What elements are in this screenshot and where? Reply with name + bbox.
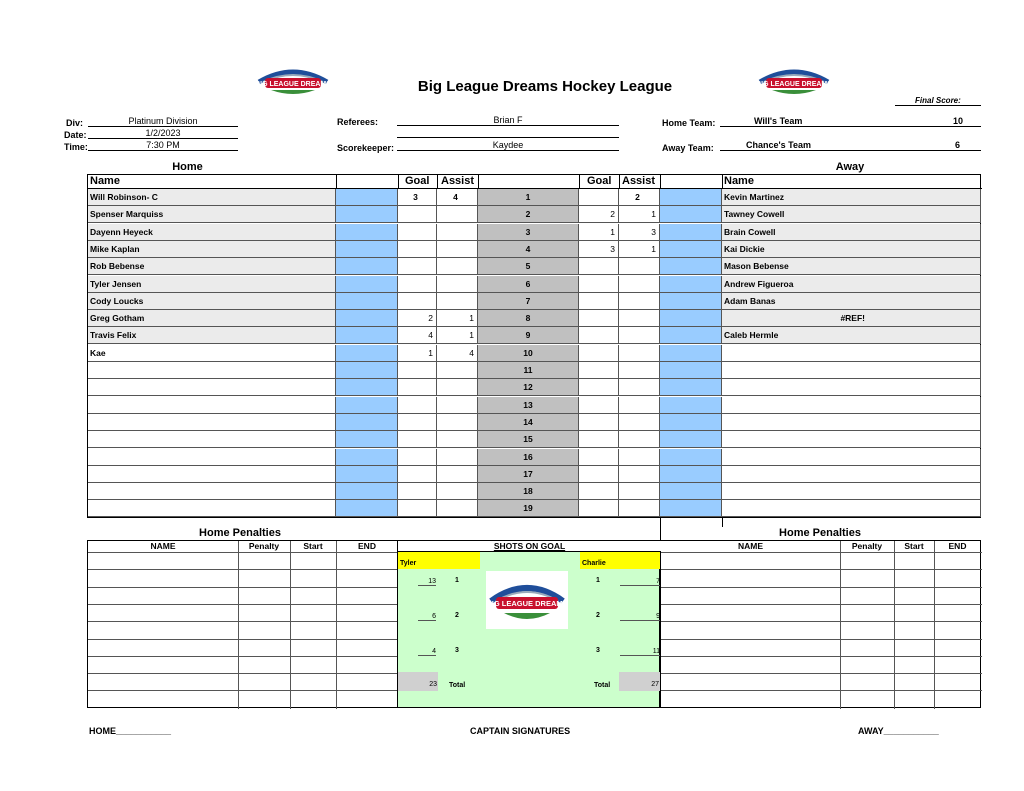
jersey-input-cell[interactable]	[660, 276, 722, 293]
away-team-value: Chance's Team	[746, 140, 811, 150]
stat-cell[interactable]: 2	[579, 206, 619, 223]
stat-cell[interactable]	[437, 224, 478, 241]
penalty-row[interactable]	[88, 656, 399, 673]
stat-cell[interactable]	[398, 276, 437, 293]
away-signature[interactable]: AWAY___________	[858, 726, 939, 736]
referees-second-line	[397, 137, 619, 138]
player-name-cell[interactable]	[722, 379, 981, 396]
stat-cell[interactable]	[437, 414, 478, 431]
jersey-number-cell: 15	[478, 431, 579, 448]
jersey-input-cell[interactable]	[660, 466, 722, 483]
player-name-cell[interactable]	[88, 362, 336, 379]
stat-cell[interactable]	[619, 414, 660, 431]
stat-cell[interactable]	[437, 379, 478, 396]
left-penalties-table	[87, 540, 398, 708]
penalty-end-header: END	[358, 541, 376, 551]
jersey-input-cell[interactable]	[336, 397, 398, 414]
penalty-column-divider	[894, 541, 895, 709]
player-name-cell[interactable]: Brain Cowell	[722, 224, 981, 241]
jersey-number-cell: 17	[478, 466, 579, 483]
player-name-cell[interactable]	[722, 483, 981, 500]
period-3-left: 3	[455, 647, 459, 654]
player-name-cell[interactable]	[722, 362, 981, 379]
stat-cell[interactable]	[398, 362, 437, 379]
jersey-number-cell: 2	[478, 206, 579, 223]
player-name-cell[interactable]: Kai Dickie	[722, 241, 981, 258]
away-shots-p1[interactable]: 7	[620, 578, 660, 586]
player-name-cell[interactable]: Tawney Cowell	[722, 206, 981, 223]
player-name-cell[interactable]	[88, 397, 336, 414]
player-name-cell[interactable]: Greg Gotham	[88, 310, 336, 327]
away-team-row[interactable]	[720, 140, 981, 151]
away-name-header: Name	[724, 175, 754, 187]
league-title: Big League Dreams Hockey League	[417, 78, 673, 95]
stat-cell[interactable]	[619, 483, 660, 500]
penalty-row[interactable]	[88, 639, 399, 656]
player-name-cell[interactable]: #REF!	[722, 310, 981, 327]
player-name-cell[interactable]	[88, 500, 336, 517]
period-2-right: 2	[596, 612, 600, 619]
scorekeeper-value[interactable]: Kaydee	[397, 140, 619, 151]
stat-cell[interactable]: 4	[398, 327, 437, 344]
column-divider	[722, 517, 723, 527]
home-shots-total: 23	[398, 672, 438, 691]
shots-title: SHOTS ON GOAL	[398, 541, 661, 552]
stat-cell[interactable]	[437, 276, 478, 293]
jersey-input-cell[interactable]	[336, 449, 398, 466]
stat-cell[interactable]	[437, 206, 478, 223]
column-divider	[722, 175, 723, 189]
stat-cell[interactable]	[579, 449, 619, 466]
jersey-input-cell[interactable]	[660, 189, 722, 206]
jersey-number-cell: 14	[478, 414, 579, 431]
big-league-dreams-logo-right	[754, 60, 834, 100]
stat-cell[interactable]	[619, 310, 660, 327]
player-name-cell[interactable]: Adam Banas	[722, 293, 981, 310]
jersey-input-cell[interactable]	[336, 258, 398, 275]
stat-cell[interactable]	[398, 397, 437, 414]
stat-cell[interactable]	[579, 431, 619, 448]
player-name-cell[interactable]: Rob Bebense	[88, 258, 336, 275]
stat-cell[interactable]	[619, 379, 660, 396]
stat-cell[interactable]	[579, 397, 619, 414]
jersey-number-cell: 13	[478, 397, 579, 414]
referees-value[interactable]: Brian F	[397, 115, 619, 126]
jersey-input-cell[interactable]	[660, 206, 722, 223]
player-name-cell[interactable]: Andrew Figueroa	[722, 276, 981, 293]
jersey-input-cell[interactable]	[660, 241, 722, 258]
left-penalties-title: Home Penalties	[199, 527, 281, 539]
away-goalie-cell[interactable]	[580, 552, 660, 569]
player-name-cell[interactable]: Will Robinson- C	[88, 189, 336, 206]
div-value[interactable]: Platinum Division	[88, 116, 238, 127]
stat-cell[interactable]	[437, 397, 478, 414]
column-divider	[437, 175, 438, 189]
player-name-cell[interactable]: Travis Felix	[88, 327, 336, 344]
jersey-number-cell: 12	[478, 379, 579, 396]
penalty-column-divider	[934, 541, 935, 709]
jersey-number-cell: 6	[478, 276, 579, 293]
time-value[interactable]: 7:30 PM	[88, 140, 238, 151]
jersey-input-cell[interactable]	[660, 397, 722, 414]
stat-cell[interactable]	[398, 293, 437, 310]
penalty-row[interactable]	[88, 690, 399, 707]
home-team-label: Home Team:	[662, 118, 716, 128]
right-penalties-table	[660, 540, 981, 708]
jersey-input-cell[interactable]	[336, 466, 398, 483]
stat-cell[interactable]	[398, 500, 437, 517]
stat-cell[interactable]	[437, 293, 478, 310]
jersey-input-cell[interactable]	[336, 224, 398, 241]
away-total-label: Total	[594, 682, 611, 689]
final-score-underline	[895, 105, 981, 106]
player-name-cell[interactable]: Mason Bebense	[722, 258, 981, 275]
jersey-input-cell[interactable]	[660, 293, 722, 310]
stat-cell[interactable]	[579, 327, 619, 344]
stat-cell[interactable]	[619, 293, 660, 310]
home-assist-header: Assist	[441, 175, 475, 187]
player-name-cell[interactable]: Kevin Martinez	[722, 189, 981, 206]
stat-cell[interactable]	[579, 379, 619, 396]
penalty-column-divider	[840, 541, 841, 709]
stat-cell[interactable]	[619, 431, 660, 448]
jersey-number-cell: 8	[478, 310, 579, 327]
stat-cell[interactable]	[619, 362, 660, 379]
player-name-cell[interactable]: Dayenn Heyeck	[88, 224, 336, 241]
captain-signatures-label: CAPTAIN SIGNATURES	[470, 726, 571, 736]
jersey-input-cell[interactable]	[336, 362, 398, 379]
jersey-input-cell[interactable]	[336, 414, 398, 431]
player-name-cell[interactable]	[88, 379, 336, 396]
stat-cell[interactable]	[398, 258, 437, 275]
player-name-cell[interactable]: Caleb Hermle	[722, 327, 981, 344]
player-name-cell[interactable]: Spenser Marquiss	[88, 206, 336, 223]
jersey-number-cell: 1	[478, 189, 579, 206]
stat-cell[interactable]	[437, 258, 478, 275]
stat-cell[interactable]: 4	[437, 189, 478, 206]
penalty-row[interactable]	[88, 587, 399, 604]
stat-cell[interactable]: 1	[437, 327, 478, 344]
home-shots-p1[interactable]: 13	[418, 578, 436, 586]
stat-cell[interactable]	[437, 241, 478, 258]
player-name-cell[interactable]	[88, 449, 336, 466]
stat-cell[interactable]	[619, 449, 660, 466]
home-team-row[interactable]	[720, 116, 981, 127]
away-shots-p3[interactable]: 11	[620, 648, 660, 656]
home-total-label: Total	[449, 682, 466, 689]
period-2-left: 2	[455, 612, 459, 619]
stat-cell[interactable]	[619, 500, 660, 517]
scorekeeper-label: Scorekeeper:	[337, 143, 395, 153]
period-1-left: 1	[455, 577, 459, 584]
jersey-input-cell[interactable]	[660, 224, 722, 241]
player-name-cell[interactable]: Mike Kaplan	[88, 241, 336, 258]
column-divider	[579, 175, 580, 189]
stat-cell[interactable]	[619, 466, 660, 483]
shots-on-goal-panel	[397, 540, 660, 708]
div-label: Div:	[66, 118, 84, 128]
stat-cell[interactable]	[437, 362, 478, 379]
stat-cell[interactable]	[579, 345, 619, 362]
jersey-input-cell[interactable]	[336, 310, 398, 327]
player-name-cell[interactable]: Cody Loucks	[88, 293, 336, 310]
stat-cell[interactable]	[619, 276, 660, 293]
stat-cell[interactable]: 4	[437, 345, 478, 362]
stat-cell[interactable]	[437, 466, 478, 483]
jersey-input-cell[interactable]	[660, 327, 722, 344]
jersey-input-cell[interactable]	[336, 241, 398, 258]
stat-cell[interactable]: 2	[619, 189, 660, 206]
jersey-input-cell[interactable]	[660, 258, 722, 275]
jersey-number-cell: 3	[478, 224, 579, 241]
stat-cell[interactable]: 1	[619, 206, 660, 223]
final-score-label: Final Score:	[915, 96, 961, 105]
player-name-cell[interactable]	[722, 431, 981, 448]
stat-cell[interactable]: 1	[437, 310, 478, 327]
away-assist-header: Assist	[622, 175, 656, 187]
home-name-header: Name	[90, 175, 120, 187]
header-divider	[88, 188, 982, 189]
stat-cell[interactable]	[398, 379, 437, 396]
jersey-input-cell[interactable]	[336, 293, 398, 310]
jersey-input-cell[interactable]	[660, 449, 722, 466]
away-section-label: Away	[835, 161, 865, 173]
stat-cell[interactable]: 3	[398, 189, 437, 206]
jersey-number-cell: 9	[478, 327, 579, 344]
right-penalties-title: Home Penalties	[779, 527, 861, 539]
away-goalie-name: Charlie	[582, 560, 606, 567]
penalty-type-header: Penalty	[851, 541, 883, 551]
penalty-column-divider	[238, 541, 239, 709]
referees-label: Referees:	[337, 117, 379, 127]
stat-cell[interactable]	[398, 414, 437, 431]
jersey-input-cell[interactable]	[336, 327, 398, 344]
penalty-column-divider	[290, 541, 291, 709]
jersey-input-cell[interactable]	[660, 483, 722, 500]
stat-cell[interactable]: 3	[619, 224, 660, 241]
big-league-dreams-logo-left	[253, 60, 333, 100]
jersey-input-cell[interactable]	[660, 310, 722, 327]
player-name-cell[interactable]	[722, 397, 981, 414]
away-shots-p2[interactable]: 9	[620, 613, 660, 621]
stat-cell[interactable]	[398, 224, 437, 241]
penalty-name-header: NAME	[737, 541, 764, 551]
jersey-input-cell[interactable]	[660, 345, 722, 362]
stat-cell[interactable]	[437, 483, 478, 500]
player-name-cell[interactable]	[722, 500, 981, 517]
penalty-row[interactable]	[88, 569, 399, 586]
time-label: Time:	[64, 142, 88, 152]
jersey-input-cell[interactable]	[336, 345, 398, 362]
home-team-value: Will's Team	[754, 116, 803, 126]
stat-cell[interactable]	[437, 449, 478, 466]
penalty-start-header: Start	[904, 541, 924, 551]
stat-cell[interactable]: 3	[579, 241, 619, 258]
stat-cell[interactable]	[579, 276, 619, 293]
stat-cell[interactable]	[619, 258, 660, 275]
home-shots-p2[interactable]: 6	[418, 613, 436, 621]
jersey-number-cell: 16	[478, 449, 579, 466]
home-goal-header: Goal	[405, 175, 430, 187]
column-divider	[336, 175, 337, 189]
stat-cell[interactable]	[398, 466, 437, 483]
svg-text:BIG LEAGUE DREAMS: BIG LEAGUE DREAMS	[486, 599, 568, 608]
away-team-label: Away Team:	[662, 143, 714, 153]
player-name-cell[interactable]	[722, 414, 981, 431]
date-label: Date:	[64, 130, 87, 140]
jersey-input-cell[interactable]	[336, 431, 398, 448]
jersey-input-cell[interactable]	[336, 206, 398, 223]
stat-cell[interactable]	[437, 500, 478, 517]
stat-cell[interactable]	[437, 431, 478, 448]
stat-cell[interactable]	[398, 206, 437, 223]
away-goal-header: Goal	[587, 175, 612, 187]
stat-cell[interactable]	[398, 241, 437, 258]
player-name-cell[interactable]	[722, 449, 981, 466]
jersey-number-cell: 4	[478, 241, 579, 258]
column-divider	[619, 175, 620, 189]
home-signature[interactable]: HOME___________	[89, 726, 172, 736]
jersey-input-cell[interactable]	[336, 189, 398, 206]
home-goalie-cell[interactable]	[398, 552, 480, 569]
penalty-end-header: END	[948, 541, 967, 551]
stat-cell[interactable]	[579, 483, 619, 500]
jersey-number-cell: 10	[478, 345, 579, 362]
stat-cell[interactable]	[398, 449, 437, 466]
period-1-right: 1	[596, 577, 600, 584]
penalty-type-header: Penalty	[248, 541, 280, 551]
jersey-input-cell[interactable]	[660, 431, 722, 448]
penalty-divider	[660, 518, 661, 540]
column-divider	[660, 175, 661, 189]
stat-cell[interactable]	[579, 189, 619, 206]
player-name-cell[interactable]	[722, 466, 981, 483]
jersey-number-cell: 7	[478, 293, 579, 310]
player-name-cell[interactable]: Kae	[88, 345, 336, 362]
jersey-input-cell[interactable]	[660, 414, 722, 431]
penalty-name-header: NAME	[150, 541, 176, 551]
jersey-input-cell[interactable]	[336, 379, 398, 396]
player-name-cell[interactable]	[88, 466, 336, 483]
player-name-cell[interactable]	[88, 414, 336, 431]
roster-table	[87, 174, 981, 518]
stat-cell[interactable]	[579, 258, 619, 275]
stat-cell[interactable]: 1	[398, 345, 437, 362]
period-3-right: 3	[596, 647, 600, 654]
player-name-cell[interactable]	[88, 431, 336, 448]
jersey-input-cell[interactable]	[336, 500, 398, 517]
stat-cell[interactable]	[398, 431, 437, 448]
date-value[interactable]: 1/2/2023	[88, 128, 238, 139]
home-shots-p3[interactable]: 4	[418, 648, 436, 656]
jersey-input-cell[interactable]	[336, 276, 398, 293]
penalty-row[interactable]	[88, 552, 399, 569]
jersey-input-cell[interactable]	[660, 379, 722, 396]
stat-cell[interactable]	[619, 327, 660, 344]
jersey-input-cell[interactable]	[660, 500, 722, 517]
big-league-dreams-logo-center	[486, 571, 568, 629]
svg-text:BIG LEAGUE DREAMS: BIG LEAGUE DREAMS	[756, 81, 832, 88]
home-section-label: Home	[172, 161, 203, 173]
stat-cell[interactable]	[619, 397, 660, 414]
stat-cell[interactable]	[619, 345, 660, 362]
stat-cell[interactable]: 1	[579, 224, 619, 241]
column-divider	[478, 175, 479, 189]
home-goalie-name: Tyler	[400, 560, 417, 567]
jersey-number-cell: 19	[478, 500, 579, 517]
stat-cell[interactable]	[579, 362, 619, 379]
svg-text:BIG LEAGUE DREAMS: BIG LEAGUE DREAMS	[255, 81, 331, 88]
home-score: 10	[952, 116, 963, 126]
jersey-input-cell[interactable]	[336, 483, 398, 500]
player-name-cell[interactable]	[722, 345, 981, 362]
stat-cell[interactable]	[579, 414, 619, 431]
penalty-row[interactable]	[88, 621, 399, 638]
column-divider	[398, 175, 399, 189]
stat-cell[interactable]: 1	[619, 241, 660, 258]
jersey-input-cell[interactable]	[660, 362, 722, 379]
stat-cell[interactable]	[579, 293, 619, 310]
away-shots-total: 27	[619, 672, 660, 691]
jersey-number-cell: 11	[478, 362, 579, 379]
penalty-start-header: Start	[303, 541, 323, 551]
stat-cell[interactable]	[579, 500, 619, 517]
penalty-row[interactable]	[88, 673, 399, 690]
player-name-cell[interactable]	[88, 483, 336, 500]
stat-cell[interactable]	[579, 310, 619, 327]
penalty-column-divider	[336, 541, 337, 709]
stat-cell[interactable]	[398, 483, 437, 500]
away-score: 6	[954, 140, 960, 150]
jersey-number-cell: 18	[478, 483, 579, 500]
jersey-number-cell: 5	[478, 258, 579, 275]
player-name-cell[interactable]: Tyler Jensen	[88, 276, 336, 293]
stat-cell[interactable]	[579, 466, 619, 483]
penalty-row[interactable]	[88, 604, 399, 621]
stat-cell[interactable]: 2	[398, 310, 437, 327]
